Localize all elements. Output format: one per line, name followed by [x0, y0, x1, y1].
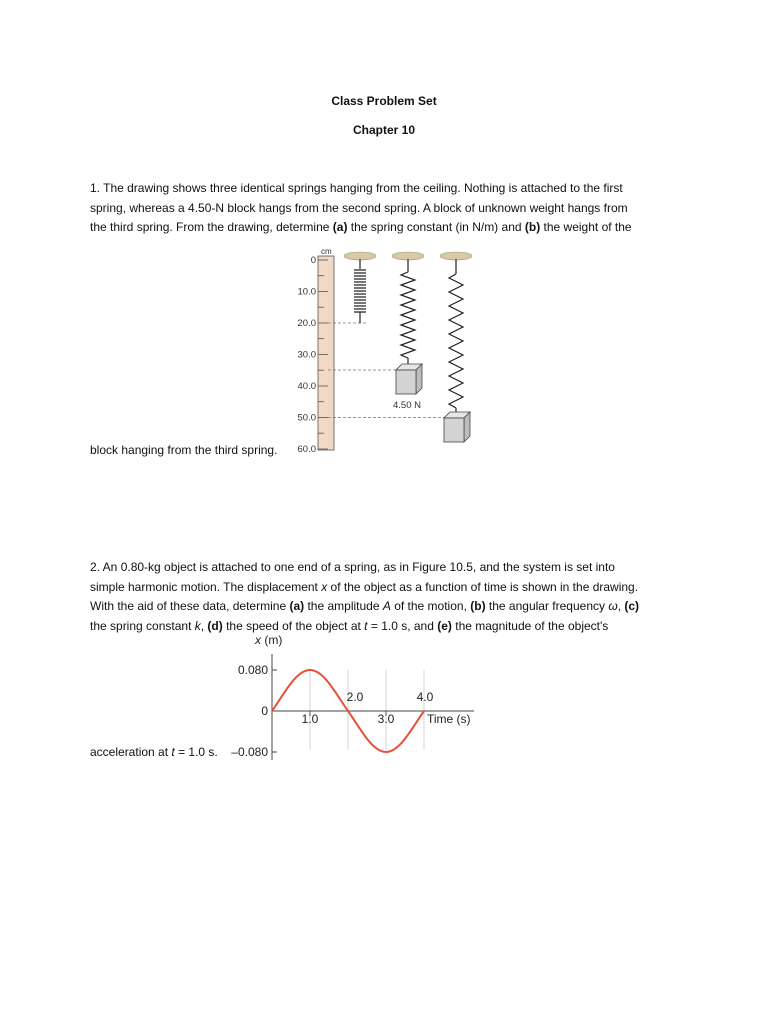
- chapter-heading: Chapter 10: [352, 123, 416, 137]
- ceiling-mount-3: [440, 252, 472, 260]
- ruler-unit-label: cm: [321, 247, 332, 256]
- ceiling-mount-1: [344, 252, 376, 260]
- ruler: [318, 256, 334, 450]
- block-weight-label: 4.50 N: [393, 400, 421, 411]
- unknown-block: [444, 412, 470, 442]
- x-tick-2: 2.0: [346, 690, 364, 704]
- problem-1-text-end: block hanging from the third spring.: [90, 443, 278, 457]
- y-tick-zero: 0: [261, 704, 268, 718]
- ruler-tick-60: 60.0: [297, 444, 316, 455]
- block-4-50n: [396, 364, 422, 394]
- ruler-tick-30: 30.0: [297, 349, 316, 361]
- x-tick-3: 3.0: [377, 712, 395, 726]
- spring-1: [354, 259, 366, 323]
- problem-2-text-end: acceleration at t = 1.0 s.: [90, 745, 218, 759]
- ruler-tick-40: 40.0: [297, 381, 316, 392]
- ruler-tick-0: 0: [310, 255, 316, 266]
- ruler-tick-50: 50.0: [297, 412, 316, 424]
- y-tick-min: –0.080: [231, 745, 268, 759]
- x-tick-4: 4.0: [416, 690, 434, 704]
- ruler-tick-10: 10.0: [297, 286, 316, 298]
- problem-2-text: 2. An 0.80-kg object is attached to one end of a spring, as in Figure 10.5, and the system is set into simple harmonic motion. The displacement x of the object as a function of time is shown in the drawing. With the aid of these data, determine (a) the amplitude A of the motion, (b) the angular frequency ω, (c) the spring constant k, (d) the speed of the object at t = 1.0 s, and (e) the magnitude of the object's: [90, 560, 640, 633]
- springs-figure: [288, 246, 488, 456]
- ruler-tick-20: 20.0: [297, 318, 316, 329]
- displacement-graph: [222, 632, 482, 767]
- x-tick-1: 1.0: [301, 712, 319, 726]
- spring-3: [449, 259, 463, 418]
- y-tick-max: 0.080: [237, 663, 268, 677]
- problem-1-text: 1. The drawing shows three identical springs hanging from the ceiling. Nothing is attached to the first spring, whereas a 4.50-N block hangs from the second spring. A block of unknown weight hangs from the third spring. From the drawing, determine (a) the spring constant (in N/m) and (b) the weight of the: [90, 181, 632, 234]
- x-axis-label: Time (s): [427, 712, 471, 726]
- y-axis-label: x (m): [255, 633, 283, 647]
- ceiling-mount-2: [392, 252, 424, 260]
- document-title: Class Problem Set: [331, 94, 437, 108]
- spring-2: [401, 259, 415, 370]
